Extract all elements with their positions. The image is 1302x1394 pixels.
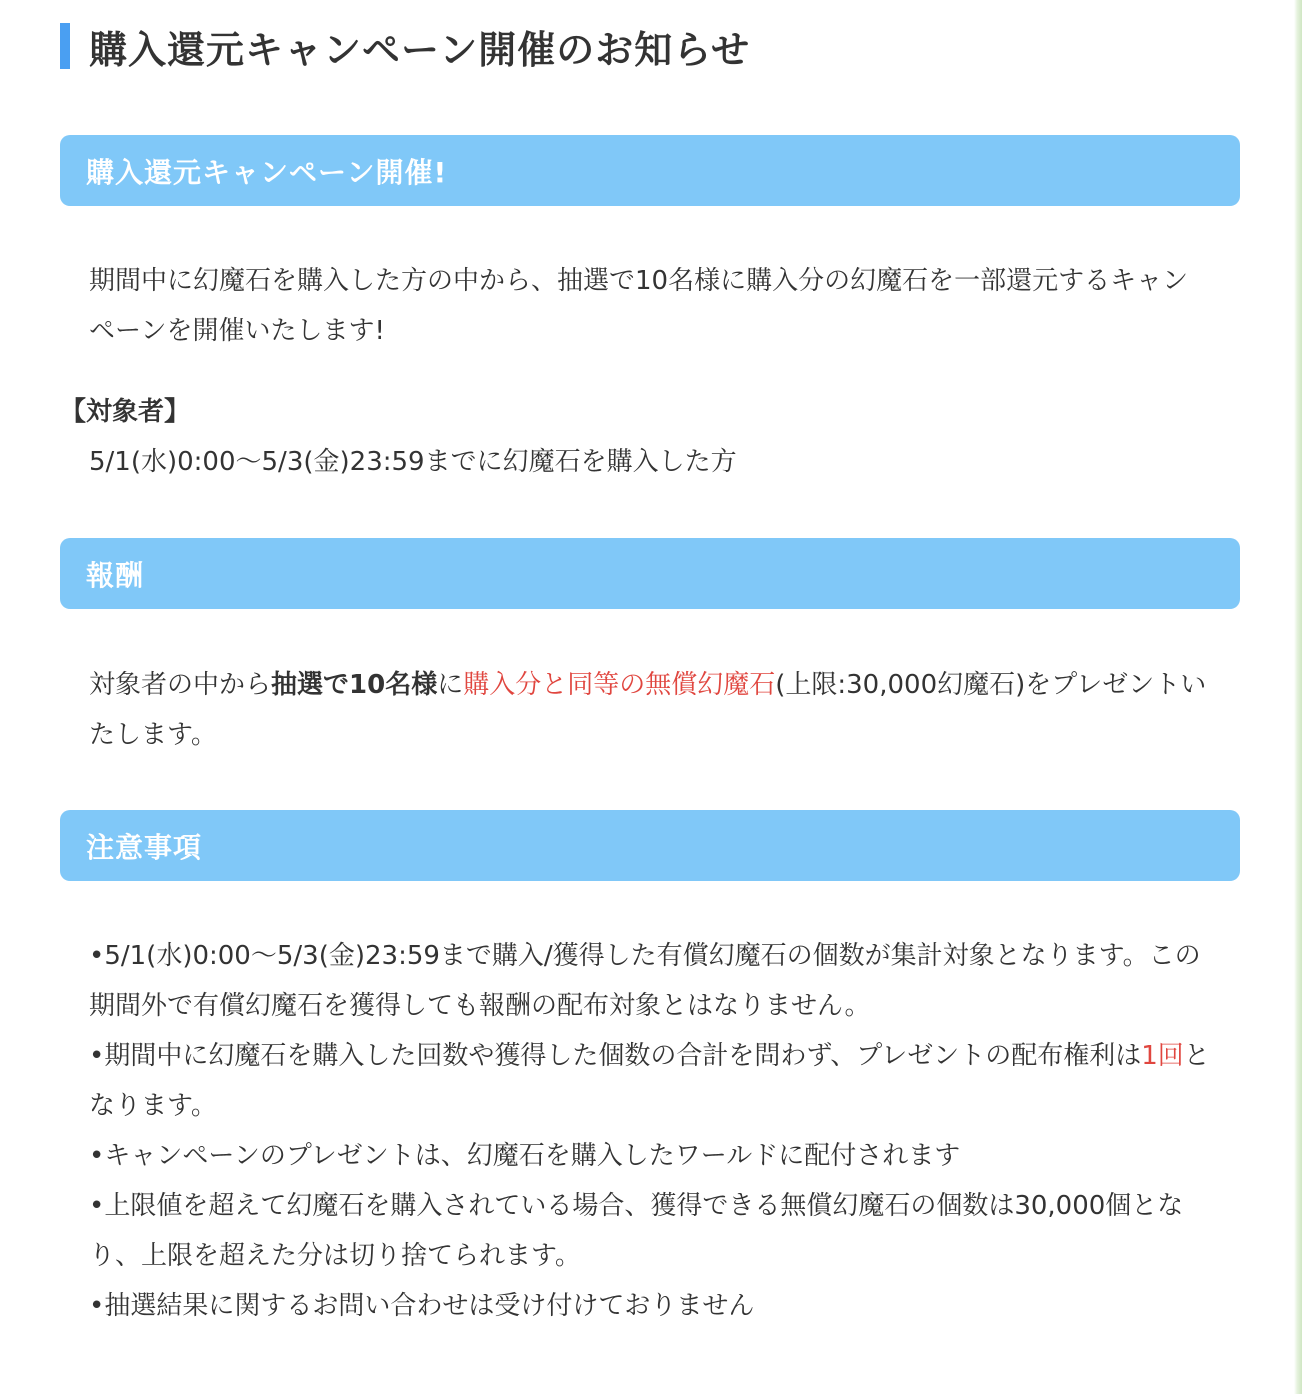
section-header-reward (60, 538, 1240, 609)
section-header-campaign (60, 135, 1240, 206)
reward-text-highlight: 購入分と同等の無償幻魔石 (463, 670, 776, 700)
notes-item-4: •上限値を超えて幻魔石を購入されている場合、獲得できる無償幻魔石の個数は30,000個となり、上限を超えた分は切り捨てられます。 (89, 1191, 1184, 1271)
target-text: 5/1(水)0:00〜5/3(金)23:59までに幻魔石を購入した方 (89, 447, 737, 477)
reward-text-part1: 対象者の中から (89, 670, 272, 700)
section-title-reward: 報酬 (86, 558, 145, 592)
page-title-text: 購入還元キャンペーン開催のお知らせ (89, 27, 751, 72)
reward-text-part2: に (437, 670, 464, 700)
reward-text-part3: (上限:30,000幻魔石)をプレゼントいたします。 (89, 670, 1207, 750)
campaign-description: 期間中に幻魔石を購入した方の中から、抽選で10名様に購入分の幻魔石を一部還元するキャンペーンを開催いたします! (89, 266, 1189, 346)
notes-item-2 (89, 1031, 1214, 1131)
notes-item-2-highlight: 1回 (1141, 1041, 1184, 1071)
notes-item-5: •抽選結果に関するお問い合わせは受け付けておりません (89, 1291, 755, 1321)
notes-item-1: •5/1(水)0:00〜5/3(金)23:59まで購入/獲得した有償幻魔石の個数が集計対象となります。この期間外で有償幻魔石を獲得しても報酬の配布対象とはなりません。 (89, 941, 1201, 1021)
reward-description (89, 660, 1214, 760)
page-edge-decoration (1294, 0, 1302, 1394)
target-label: 【対象者】 (60, 397, 191, 427)
notes-item-3: •キャンペーンのプレゼントは、幻魔石を購入したワールドに配付されます (89, 1141, 961, 1171)
section-title-campaign: 購入還元キャンペーン開催! (86, 155, 448, 189)
notes-item-2-text-a: •期間中に幻魔石を購入した回数や獲得した個数の合計を問わず、プレゼントの配布権利は (89, 1041, 1142, 1071)
section-title-notes: 注意事項 (86, 830, 203, 864)
reward-text-bold: 抽選で10名様 (271, 670, 438, 700)
notes-item-2-text-b: となります。 (89, 1041, 1210, 1121)
title-accent-bar (60, 23, 70, 69)
section-header-notes (60, 810, 1240, 881)
page-title (60, 22, 750, 70)
notes-list (89, 931, 1214, 1331)
